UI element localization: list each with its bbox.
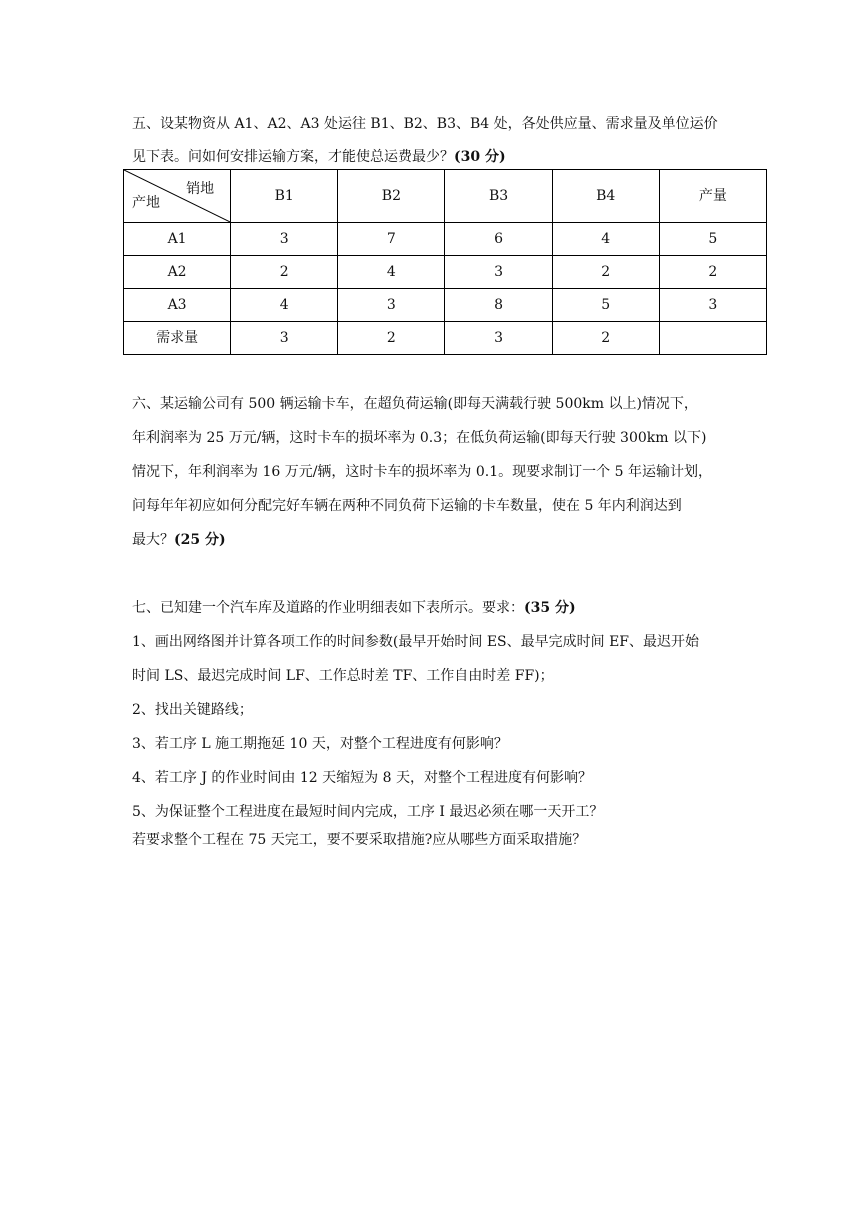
q6-line-1: 六、某运输公司有 500 辆运输卡车，在超负荷运输(即每天满载行驶 500km 以上)情况下， bbox=[132, 396, 698, 412]
q5-line-1: 五、设某物资从 A1、A2、A3 处运往 B1、B2、B3、B4 处，各处供应量、需求量及单位运价 bbox=[132, 116, 718, 132]
header-cell: B1 bbox=[231, 170, 338, 223]
q6-line-5 bbox=[132, 530, 742, 550]
table-cell: 2 bbox=[659, 256, 766, 289]
table-header-row bbox=[124, 170, 767, 223]
q6-line-2: 年利润率为 25 万元/辆，这时卡车的损坏率为 0.3；在低负荷运输(即每天行驶 300km 以下) bbox=[132, 430, 707, 446]
row-label: A1 bbox=[124, 223, 231, 256]
table-cell bbox=[659, 322, 766, 355]
table-cell: 4 bbox=[231, 289, 338, 322]
q5-line-2-text: 见下表。问如何安排运输方案，才能使总运费最少？ bbox=[132, 149, 454, 165]
q6-line-4: 问每年年初应如何分配完好车辆在两种不同负荷下运输的卡车数量，使在 5 年内利润达到 bbox=[132, 498, 682, 514]
table-row bbox=[124, 322, 767, 355]
q7-score: (35 分) bbox=[524, 600, 576, 616]
header-cell: 产量 bbox=[659, 170, 766, 223]
table-cell: 3 bbox=[659, 289, 766, 322]
table-cell: 2 bbox=[231, 256, 338, 289]
table-cell: 5 bbox=[659, 223, 766, 256]
table-row bbox=[124, 289, 767, 322]
table-cell: 8 bbox=[445, 289, 552, 322]
table-corner-cell bbox=[124, 170, 231, 223]
q6-score: (25 分) bbox=[174, 532, 226, 548]
table-cell: 3 bbox=[445, 322, 552, 355]
q7-intro-text: 七、已知建一个汽车库及道路的作业明细表如下表所示。要求： bbox=[132, 600, 524, 616]
table-cell: 2 bbox=[552, 256, 659, 289]
q7-item-1b: 时间 LS、最迟完成时间 LF、工作总时差 TF、工作自由时差 FF)； bbox=[132, 668, 554, 684]
table-cell: 3 bbox=[231, 223, 338, 256]
q7-item-5: 5、为保证整个工程进度在最短时间内完成，工序 I 最迟必须在哪一天开工？ bbox=[132, 804, 604, 820]
q5-score: (30 分) bbox=[454, 149, 506, 165]
header-cell: B4 bbox=[552, 170, 659, 223]
table-cell: 6 bbox=[445, 223, 552, 256]
header-cell: B2 bbox=[338, 170, 445, 223]
q5-line-2 bbox=[132, 147, 742, 167]
header-cell: B3 bbox=[445, 170, 552, 223]
table-row bbox=[124, 256, 767, 289]
q7-item-3: 3、若工序 L 施工期拖延 10 天，对整个工程进度有何影响？ bbox=[132, 736, 508, 752]
row-label: A3 bbox=[124, 289, 231, 322]
q7-item-1a: 1、画出网络图并计算各项工作的时间参数(最早开始时间 ES、最早完成时间 EF、最迟开始 bbox=[132, 634, 700, 650]
table-cell: 3 bbox=[231, 322, 338, 355]
corner-label-destination: 销地 bbox=[186, 181, 215, 197]
row-label: A2 bbox=[124, 256, 231, 289]
q7-item-6: 若要求整个工程在 75 天完工，要不要采取措施?应从哪些方面采取措施？ bbox=[132, 832, 587, 848]
table-row bbox=[124, 223, 767, 256]
transport-table bbox=[123, 169, 767, 355]
corner-label-origin: 产地 bbox=[132, 195, 160, 211]
table-cell: 4 bbox=[338, 256, 445, 289]
q7-item-4: 4、若工序 J 的作业时间由 12 天缩短为 8 天，对整个工程进度有何影响？ bbox=[132, 770, 592, 786]
q6-line-3: 情况下，年利润率为 16 万元/辆，这时卡车的损坏率为 0.1。现要求制订一个 5 年运输计划， bbox=[132, 464, 712, 480]
table-cell: 5 bbox=[552, 289, 659, 322]
q7-intro bbox=[132, 598, 742, 618]
table-cell: 4 bbox=[552, 223, 659, 256]
table-cell: 3 bbox=[338, 289, 445, 322]
row-label: 需求量 bbox=[124, 322, 231, 355]
table-cell: 7 bbox=[338, 223, 445, 256]
table-cell: 2 bbox=[338, 322, 445, 355]
q7-item-2: 2、找出关键路线； bbox=[132, 702, 253, 718]
table-cell: 2 bbox=[552, 322, 659, 355]
q6-line-5-text: 最大？ bbox=[132, 532, 174, 548]
table-cell: 3 bbox=[445, 256, 552, 289]
